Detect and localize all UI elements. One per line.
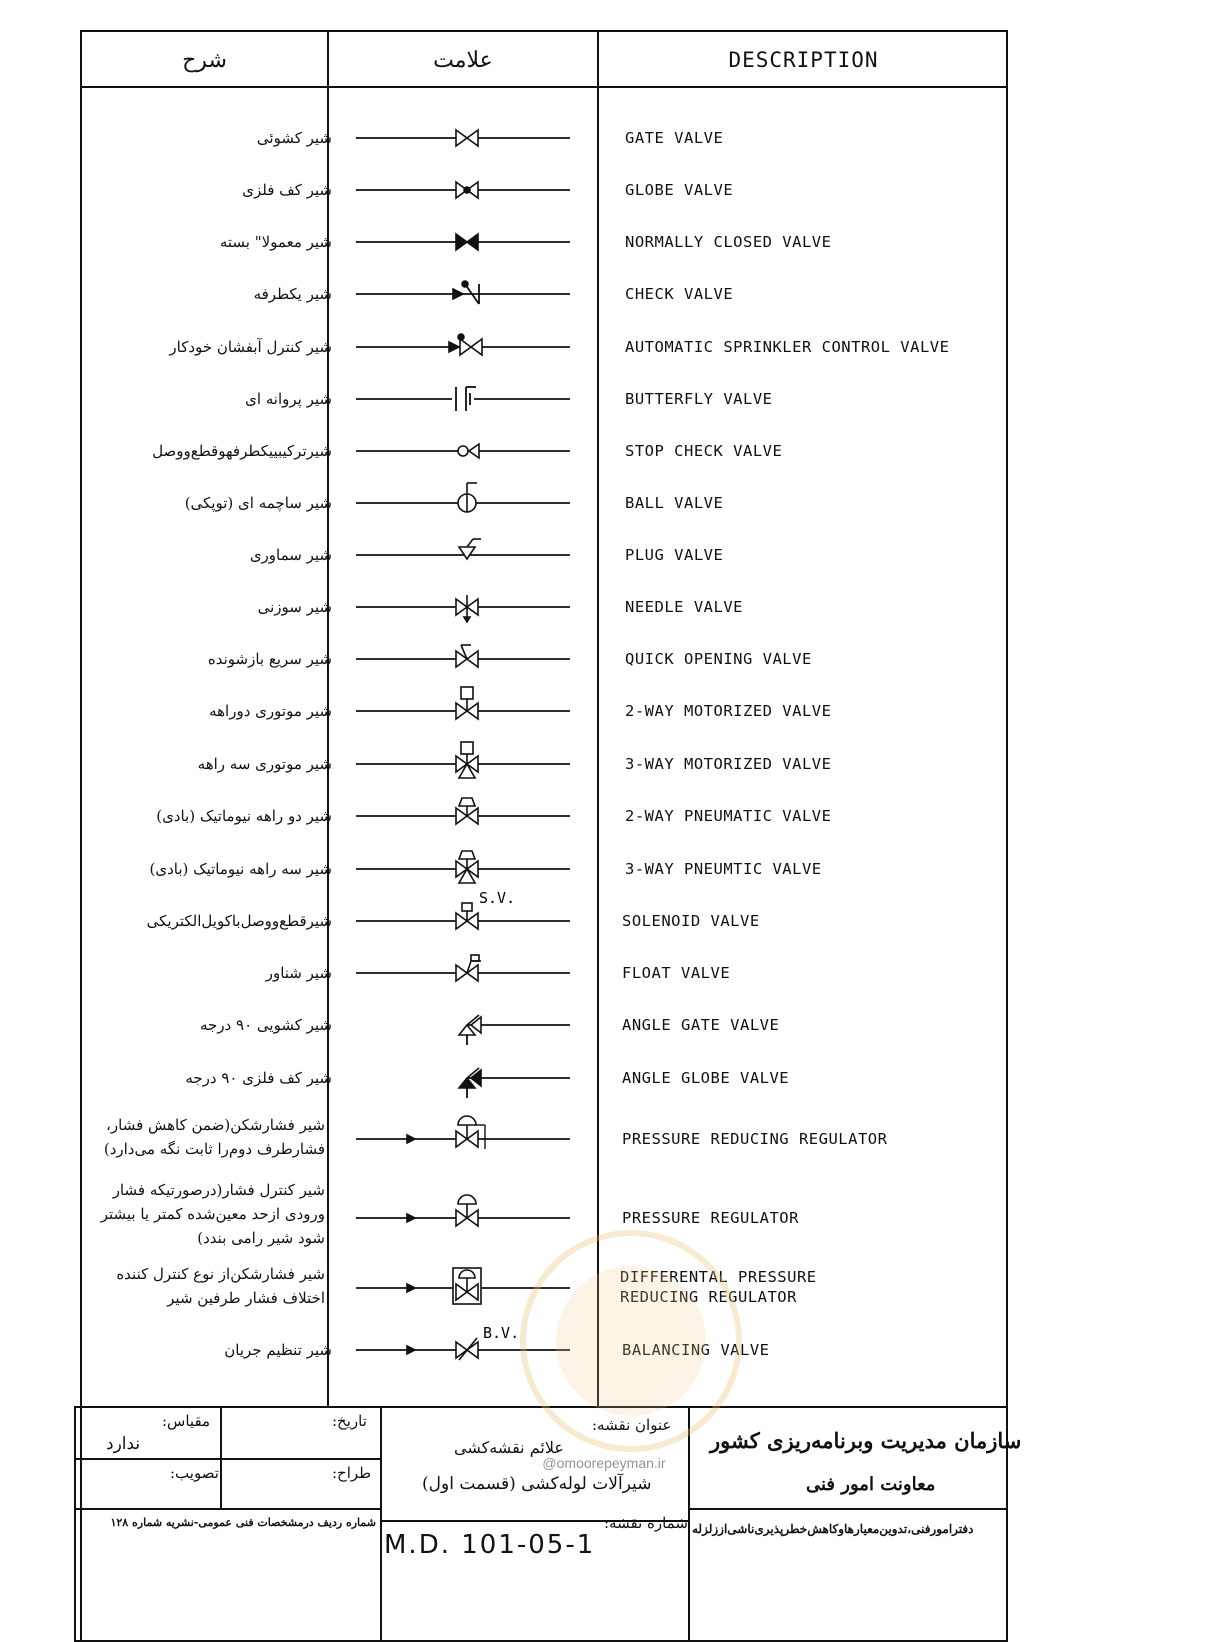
english-description: PRESSURE REGULATOR <box>622 1209 799 1227</box>
persian-description: شیر کنترل فشار(درصورتیکه فشار ورودی ازحد معین‌شده کمتر یا بیشتر شود شیر رامی بندد) <box>100 1181 325 1247</box>
english-description-line1: DIFFERENTAL PRESSURE <box>620 1268 817 1286</box>
normally-closed-valve-icon <box>352 212 582 272</box>
english-description: ANGLE GATE VALVE <box>622 1016 780 1034</box>
persian-description: شیر دو راهه نیوماتیک (بادی) <box>156 807 332 825</box>
persian-description: شیرقطع‌ووصل‌باکویل‌الکتریکی <box>146 912 332 930</box>
persian-description: شیر فشارشکن(ضمن کاهش فشار، فشارطرف دوم‌را ثابت نگه می‌دارد) <box>103 1116 325 1158</box>
english-description: BUTTERFLY VALVE <box>625 390 773 408</box>
angle-gate-valve-icon <box>352 995 582 1055</box>
stop-check-valve-icon <box>352 421 582 481</box>
persian-description: شیرترکیبییکطرفهوقطع‌ووصل <box>152 442 332 460</box>
persian-description: شیر کشویی ۹۰ درجه <box>200 1016 332 1034</box>
persian-description: شیر شناور <box>265 964 332 982</box>
persian-description: شیر کف فلزی ۹۰ درجه <box>185 1069 332 1087</box>
pressure-regulator-icon <box>352 1188 582 1248</box>
3-way-motorized-valve-icon <box>352 734 582 794</box>
date-label: تاریخ: <box>332 1412 367 1430</box>
column-header-symbol: علامت <box>433 47 493 73</box>
deputy-name: معاونت امور فنی <box>806 1474 936 1495</box>
english-description: AUTOMATIC SPRINKLER CONTROL VALVE <box>625 338 950 356</box>
title-block-divider-2 <box>380 1408 382 1642</box>
english-description: NEEDLE VALVE <box>625 598 743 616</box>
balancing-valve-icon <box>352 1320 582 1380</box>
designer-label: طراح: <box>332 1464 372 1482</box>
english-description: BALANCING VALVE <box>622 1341 770 1359</box>
persian-description: شیر معمولا" بسته <box>219 233 332 251</box>
title-block-row-divider-1 <box>74 1458 380 1460</box>
title-block-row-divider-2 <box>74 1508 380 1510</box>
english-description: QUICK OPENING VALVE <box>625 650 812 668</box>
ball-valve-icon <box>352 473 582 533</box>
quick-opening-valve-icon <box>352 629 582 689</box>
persian-description: شیر سریع بازشونده <box>207 650 332 668</box>
3-way-pneumatic-valve-icon <box>352 839 582 899</box>
specification-reference: شماره ردیف درمشخصات فنی عمومی-نشریه شماره ۱۲۸ <box>110 1516 376 1529</box>
drawing-number-label: شماره نقشه: <box>604 1514 688 1532</box>
persian-description: شیر پروانه ای <box>245 390 332 408</box>
english-description: BALL VALVE <box>625 494 724 512</box>
butterfly-valve-icon <box>352 369 582 429</box>
pressure-reducing-regulator-icon <box>352 1109 582 1169</box>
sprinkler-control-valve-icon <box>352 317 582 377</box>
persian-description: شیر ساچمه ای (توپکی) <box>184 494 332 512</box>
column-header-description: DESCRIPTION <box>728 48 879 72</box>
drawing-title-label: عنوان نقشه: <box>592 1416 672 1434</box>
english-description: 2-WAY PNEUMATIC VALVE <box>625 807 832 825</box>
english-description: PRESSURE REDUCING REGULATOR <box>622 1130 888 1148</box>
solenoid-valve-icon <box>352 891 582 951</box>
gate-valve-icon <box>352 108 582 168</box>
english-description: 3-WAY PNEUMTIC VALVE <box>625 860 822 878</box>
persian-description: شیر کف فلزی <box>242 181 332 199</box>
drawing-title-line1: علائم نقشه‌کشی <box>454 1438 564 1457</box>
english-description: CHECK VALVE <box>625 285 734 303</box>
english-description: ANGLE GLOBE VALVE <box>622 1069 790 1087</box>
english-description: PLUG VALVE <box>625 546 724 564</box>
persian-description: شیر یکطرفه <box>253 285 332 303</box>
persian-description: شیر فشارشکن‌از نوع کنترل کننده اختلاف فشار طرفین شیر <box>116 1265 325 1307</box>
drawing-title-line2: شیرآلات لوله‌کشی (قسمت اول) <box>422 1474 652 1494</box>
scale-value: ندارد <box>106 1434 141 1454</box>
persian-description: شیر موتوری دوراهه <box>209 702 332 720</box>
organization-name: سازمان مدیریت وبرنامه‌ریزی کشور <box>710 1428 1022 1453</box>
column-divider-2 <box>597 30 599 1408</box>
differential-pressure-regulator-icon <box>352 1258 582 1318</box>
persian-description: شیر کنترل آبفشان خودکار <box>169 338 332 356</box>
float-valve-icon <box>352 943 582 1003</box>
english-description: FLOAT VALVE <box>622 964 731 982</box>
drawing-sheet <box>82 30 1060 1642</box>
english-description: NORMALLY CLOSED VALVE <box>625 233 832 251</box>
english-description: STOP CHECK VALVE <box>625 442 783 460</box>
svg-text:S.V.: S.V. <box>479 889 516 907</box>
title-block-divider-3 <box>688 1408 690 1642</box>
office-name: دفترامورفنی،تدوین‌معیارهاوکاهش‌خطرپذیری‌ناشی‌اززلزله <box>692 1522 974 1536</box>
drawing-number: M.D. 101-05-1 <box>384 1530 596 1560</box>
column-header-persian: شرح <box>182 47 227 73</box>
english-description: GATE VALVE <box>625 129 724 147</box>
scale-label: مقیاس: <box>162 1412 211 1430</box>
svg-text:B.V.: B.V. <box>483 1324 520 1342</box>
title-block-row-divider-4 <box>688 1508 1008 1510</box>
persian-description: شیر سماوری <box>249 546 332 564</box>
english-description: SOLENOID VALVE <box>622 912 760 930</box>
globe-valve-icon <box>352 160 582 220</box>
english-description: 2-WAY MOTORIZED VALVE <box>625 702 832 720</box>
english-description: 3-WAY MOTORIZED VALVE <box>625 755 832 773</box>
persian-description: شیر سوزنی <box>257 598 332 616</box>
persian-description: شیر سه راهه نیوماتیک (بادی) <box>149 860 332 878</box>
watermark-text: @omoorepeyman.ir <box>542 1455 666 1471</box>
approval-label: تصویب: <box>170 1464 219 1482</box>
2-way-pneumatic-valve-icon <box>352 786 582 846</box>
persian-description: شیر موتوری سه راهه <box>197 755 332 773</box>
check-valve-icon <box>352 264 582 324</box>
plug-valve-icon <box>352 525 582 585</box>
angle-globe-valve-icon <box>352 1048 582 1108</box>
english-description: GLOBE VALVE <box>625 181 734 199</box>
english-description-line2: REDUCING REGULATOR <box>620 1288 797 1306</box>
2-way-motorized-valve-icon <box>352 681 582 741</box>
needle-valve-icon <box>352 577 582 637</box>
persian-description: شیر کشوئی <box>256 129 332 147</box>
persian-description: شیر تنظیم جریان <box>224 1341 332 1359</box>
